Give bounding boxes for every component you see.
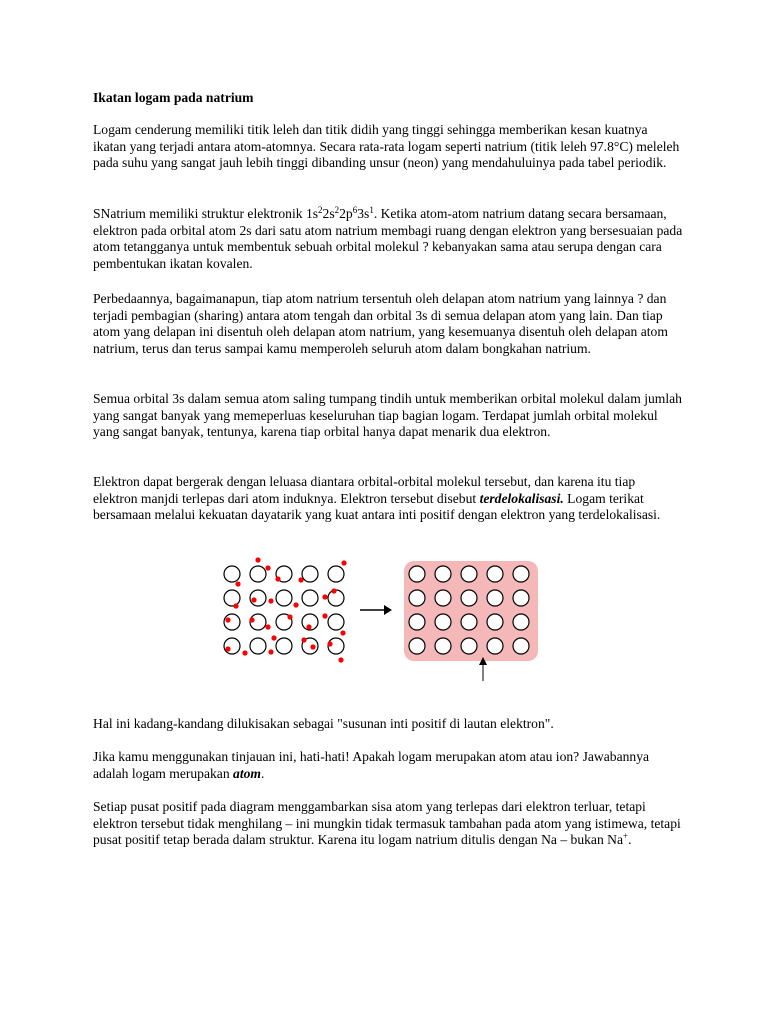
electron-dot (235, 581, 240, 586)
atom-positive-ion (409, 590, 425, 606)
p2-text-start: SNatrium memiliki struktur elektronik 1s (93, 206, 319, 221)
atom-positive-ion (435, 590, 451, 606)
p7-text-start: Jika kamu menggunakan tinjauan ini, hati-hati! Apakah logam merupakan atom atau ion? Jawabannya adalah logam merupakan (93, 749, 650, 781)
paragraph-6: Hal ini kadang-kandang dilukisakan sebagai "susunan inti positif di lautan elektron". (93, 716, 554, 731)
electron-dot (265, 565, 270, 570)
electron-dot (225, 646, 230, 651)
electron-dot (265, 624, 270, 629)
electron-dot (331, 588, 336, 593)
atom-positive-ion (513, 566, 529, 582)
p8-text-end: . (628, 832, 632, 848)
atom-positive-ion (461, 638, 477, 654)
p5-text-end: Logam terikat bersamaan melalui kekuatan dayatarik yang kuat antara inti positif dengan elektron yang terdelokalisasi. (93, 490, 661, 523)
electron-dot (275, 576, 280, 581)
atom-positive-ion (328, 566, 344, 582)
electron-dot (233, 603, 238, 608)
electron-dot (301, 637, 306, 642)
p8-sup-plus: + (623, 831, 629, 842)
p5-text-start: Elektron dapat bergerak dengan leluasa diantara orbital-orbital molekul tersebut, dan karena itu tiap elektron manjdi terlepas dari atom induknya. Elektron tersebut disebut (93, 474, 636, 506)
p7-emphasis: atom (233, 765, 261, 781)
paragraph-3: Perbedaannya, bagaimanapun, tiap atom natrium tersentuh oleh delapan atom natrium yang lainnya ? dan terjadi pembagian (sharing) antara atom tengah dan orbital 3s di semua delapan atom yang lain. Dan tiap atom yang delapan ini disentuh oleh delapan atom natrium, yang kesemuanya disentuh oleh delapan atom natrium, terus dan terus sampai kamu memperoleh seluruh atom dalam bongkahan natrium. (93, 291, 668, 356)
atom-positive-ion (435, 638, 451, 654)
atom-positive-ion (487, 638, 503, 654)
atom-positive-ion (435, 566, 451, 582)
electron-dot (310, 644, 315, 649)
electron-dot (242, 650, 247, 655)
electron-dot (268, 598, 273, 603)
atom-positive-ion (250, 566, 266, 582)
electron-dot (340, 630, 345, 635)
atom-positive-ion (276, 590, 292, 606)
electron-dot (293, 602, 298, 607)
electron-dot (327, 641, 332, 646)
electron-dot (341, 560, 346, 565)
atom-positive-ion (409, 566, 425, 582)
p2-orbital-2s: 2s (322, 206, 335, 221)
electron-dot (306, 624, 311, 629)
atom-positive-ion (487, 566, 503, 582)
p2-sup-2: 2 (334, 205, 340, 215)
atom-positive-ion (250, 638, 266, 654)
paragraph-1: Logam cenderung memiliki titik leleh dan titik didih yang tinggi sehingga memberikan kesan kuatnya ikatan yang terjadi antara atom-atomnya. Secara rata-rata logam seperti natrium (titik leleh 97.8°C) meleleh pada suhu yang sangat jauh lebih tinggi dibanding unsur (neon) yang mendahuluinya pada tabel periodik. (93, 122, 680, 171)
p8-text-start: Setiap pusat positif pada diagram menggambarkan sisa atom yang terlepas dari elektron terluar, tetapi elektron tersebut tidak menghilang – ini mungkin tidak termasuk tambahan pada atom yang istimewa, tetapi pusat positif tetap berada dalam struktur. Karena itu logam natrium ditulis dengan Na – bukan Na (93, 799, 681, 848)
electron-dot (251, 597, 256, 602)
atom-positive-ion (224, 590, 240, 606)
atom-positive-ion (461, 566, 477, 582)
paragraph-8 (93, 799, 683, 849)
atom-positive-ion (224, 638, 240, 654)
electron-dot (338, 657, 343, 662)
atom-positive-ion (224, 566, 240, 582)
atom-positive-ion (513, 638, 529, 654)
atom-positive-ion (461, 590, 477, 606)
electron-dot (268, 649, 273, 654)
atom-positive-ion (435, 614, 451, 630)
atom-positive-ion (487, 614, 503, 630)
atom-positive-ion (409, 638, 425, 654)
document-title: Ikatan logam pada natrium (93, 90, 254, 105)
atom-positive-ion (409, 614, 425, 630)
electron-dot (298, 577, 303, 582)
paragraph-2 (93, 206, 683, 272)
atom-positive-ion (276, 638, 292, 654)
p2-sup-1: 2 (318, 205, 323, 215)
atom-positive-ion (302, 590, 318, 606)
p2-orbital-2p: 2p (339, 206, 353, 221)
lattice-with-electrons (224, 557, 347, 662)
paragraph-4: Semua orbital 3s dalam semua atom saling tumpang tindih untuk memberikan orbital molekul dalam jumlah yang sangat banyak yang memeperluas keseluruhan tiap bagian logam. Terdapat jumlah orbital molekul yang sangat banyak, tentunya, karena tiap orbital hanya dapat menarik dua elektron. (93, 391, 682, 440)
atom-positive-ion (487, 590, 503, 606)
right-arrow (360, 605, 392, 615)
electron-dot (287, 614, 292, 619)
p2-text-end: . Ketika atom-atom natrium datang secara bersamaan, elektron pada orbital atom 2s dari satu atom natrium membagi ruang dengan elektron yang bersesuaian pada atom tetangganya untuk membentuk sebuah orbital molekul ? kebanyakan sama atau serupa dengan cara pembentukan ikatan kovalen. (93, 206, 683, 271)
atom-positive-ion (328, 614, 344, 630)
p7-text-end: . (261, 765, 265, 781)
electron-dot (271, 635, 276, 640)
electron-dot (255, 557, 260, 562)
electron-dot (249, 617, 254, 622)
electron-dot (225, 617, 230, 622)
electron-dot (322, 594, 327, 599)
metallic-bonding-diagram (210, 553, 560, 701)
paragraph-5 (93, 474, 683, 524)
p5-emphasis: terdelokalisasi. (479, 490, 564, 506)
atom-positive-ion (302, 566, 318, 582)
atom-positive-ion (461, 614, 477, 630)
atom-positive-ion (513, 614, 529, 630)
p2-orbital-3s: 3s (357, 206, 370, 221)
p2-sup-3: 6 (352, 205, 358, 215)
p2-sup-4: 1 (369, 205, 374, 215)
paragraph-7 (93, 749, 683, 782)
atom-positive-ion (513, 590, 529, 606)
electron-dot (322, 613, 327, 618)
